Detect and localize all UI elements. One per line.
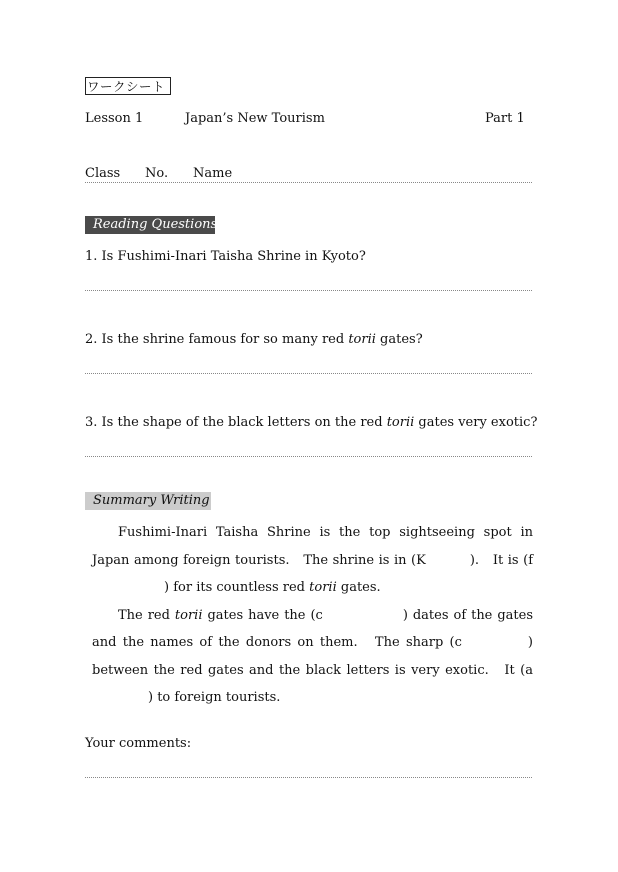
summary-text <box>92 519 533 712</box>
summary-text-segment: ) for its countless red <box>164 580 310 595</box>
question-text: gates very exotic? <box>414 415 538 430</box>
question-text: 3. Is the shape of the black letters on the red <box>85 415 387 430</box>
question-1 <box>85 249 366 264</box>
answer-line-2[interactable] <box>85 373 532 374</box>
summary-text-segment: ) dates of the gates and the names of the donors on them. The sharp (c <box>92 607 534 650</box>
summary-italic-term: torii <box>309 580 337 595</box>
question-text: 1. Is Fushimi-Inari Taisha Shrine in Kyoto? <box>85 249 366 264</box>
question-2 <box>85 332 423 347</box>
question-3 <box>85 415 537 430</box>
summary-text-segment: gates. <box>336 580 381 595</box>
lesson-title: Japan’s New Tourism <box>185 111 325 126</box>
lesson-number: Lesson 1 <box>85 111 144 126</box>
question-italic-term: torii <box>348 332 376 347</box>
summary-text-segment: gates have the (c <box>202 607 323 623</box>
summary-text-segment: ) between the red gates and the black letters is very exotic. It (a <box>92 635 533 678</box>
number-label: No. <box>145 166 169 181</box>
summary-text-segment: ) to foreign tourists. <box>148 690 281 705</box>
summary-text-segment: The red <box>118 607 175 623</box>
summary-text-segment: ). It is (f <box>469 552 534 568</box>
question-italic-term: torii <box>386 415 415 430</box>
question-text: 2. Is the shrine famous for so many red <box>85 332 349 347</box>
question-text: gates? <box>375 332 423 347</box>
summary-text-segment: Fushimi-Inari Taisha Shrine is the top sightseeing spot in Japan among foreign tourists. The shrine is in (K <box>92 525 533 568</box>
answer-line-1[interactable] <box>85 290 532 291</box>
answer-line-3[interactable] <box>85 456 532 457</box>
reading-questions-heading: Reading Questions <box>85 216 215 234</box>
student-info-line[interactable] <box>85 166 532 183</box>
part-number: Part 1 <box>485 111 525 126</box>
summary-paragraph-2 <box>92 602 533 712</box>
comments-label: Your comments: <box>85 736 192 751</box>
summary-paragraph-1 <box>92 519 533 602</box>
comments-line[interactable] <box>85 777 532 778</box>
class-label: Class <box>85 166 121 181</box>
summary-italic-term: torii <box>174 607 203 623</box>
summary-writing-heading: Summary Writing <box>85 492 211 510</box>
worksheet-label: ワークシート <box>85 77 171 95</box>
name-label: Name <box>193 166 233 181</box>
